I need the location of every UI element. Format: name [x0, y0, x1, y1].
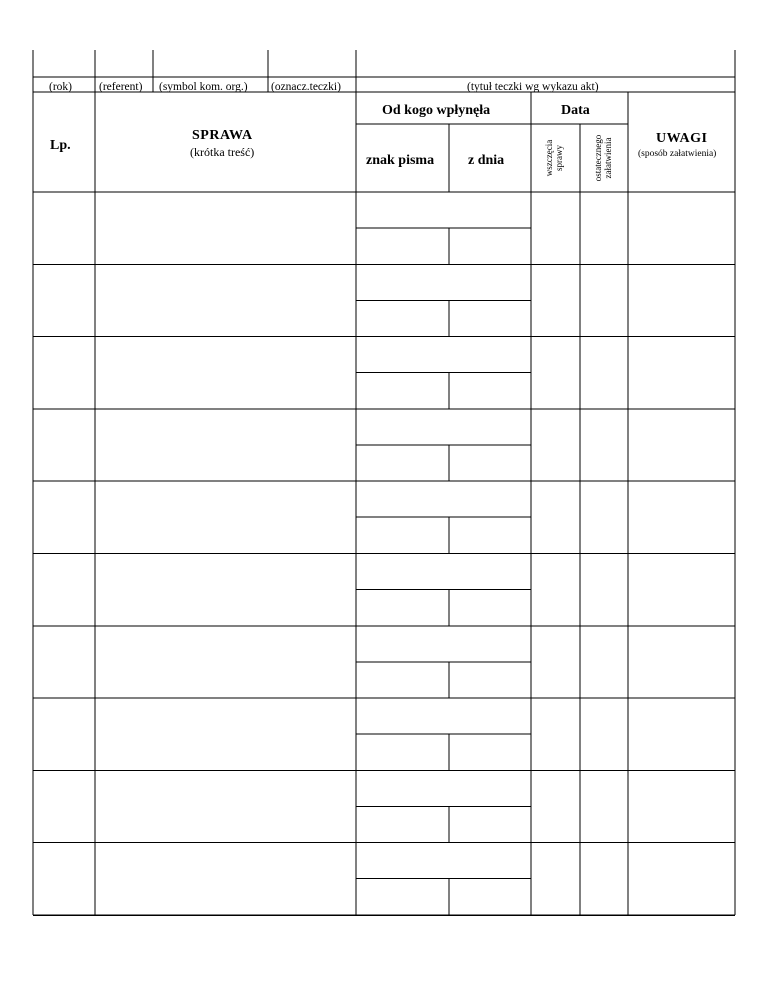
- column-header-od-kogo: Od kogo wpłynęła: [382, 103, 491, 118]
- column-header-data: Data: [561, 103, 590, 118]
- column-header-wszczecia: [545, 140, 565, 176]
- wszczecia-line-2: sprawy: [554, 145, 564, 172]
- column-header-sprawa-sub: (krótka treść): [190, 145, 255, 159]
- ostatecznego-line-2: załatwienia: [603, 137, 613, 179]
- column-header-uwagi-sub: (sposób załatwienia): [638, 149, 717, 159]
- column-header-lp: Lp.: [50, 138, 71, 153]
- field-label-referent: (referent): [99, 81, 143, 93]
- field-label-tytul: (tytuł teczki wg wykazu akt): [467, 81, 599, 93]
- field-label-symbol: (symbol kom. org.): [159, 81, 248, 93]
- wszczecia-line-1: wszczęcia: [544, 139, 555, 177]
- column-header-uwagi: UWAGI: [656, 131, 708, 146]
- column-header-z-dnia: z dnia: [468, 153, 505, 168]
- field-label-rok: (rok): [49, 81, 72, 93]
- column-header-sprawa: SPRAWA: [192, 128, 253, 143]
- field-label-oznaczenie: (oznacz.teczki): [271, 81, 341, 93]
- ostatecznego-line-1: ostatecznego: [593, 134, 604, 182]
- column-header-znak-pisma: znak pisma: [366, 153, 435, 168]
- column-header-ostatecznego: [594, 135, 614, 181]
